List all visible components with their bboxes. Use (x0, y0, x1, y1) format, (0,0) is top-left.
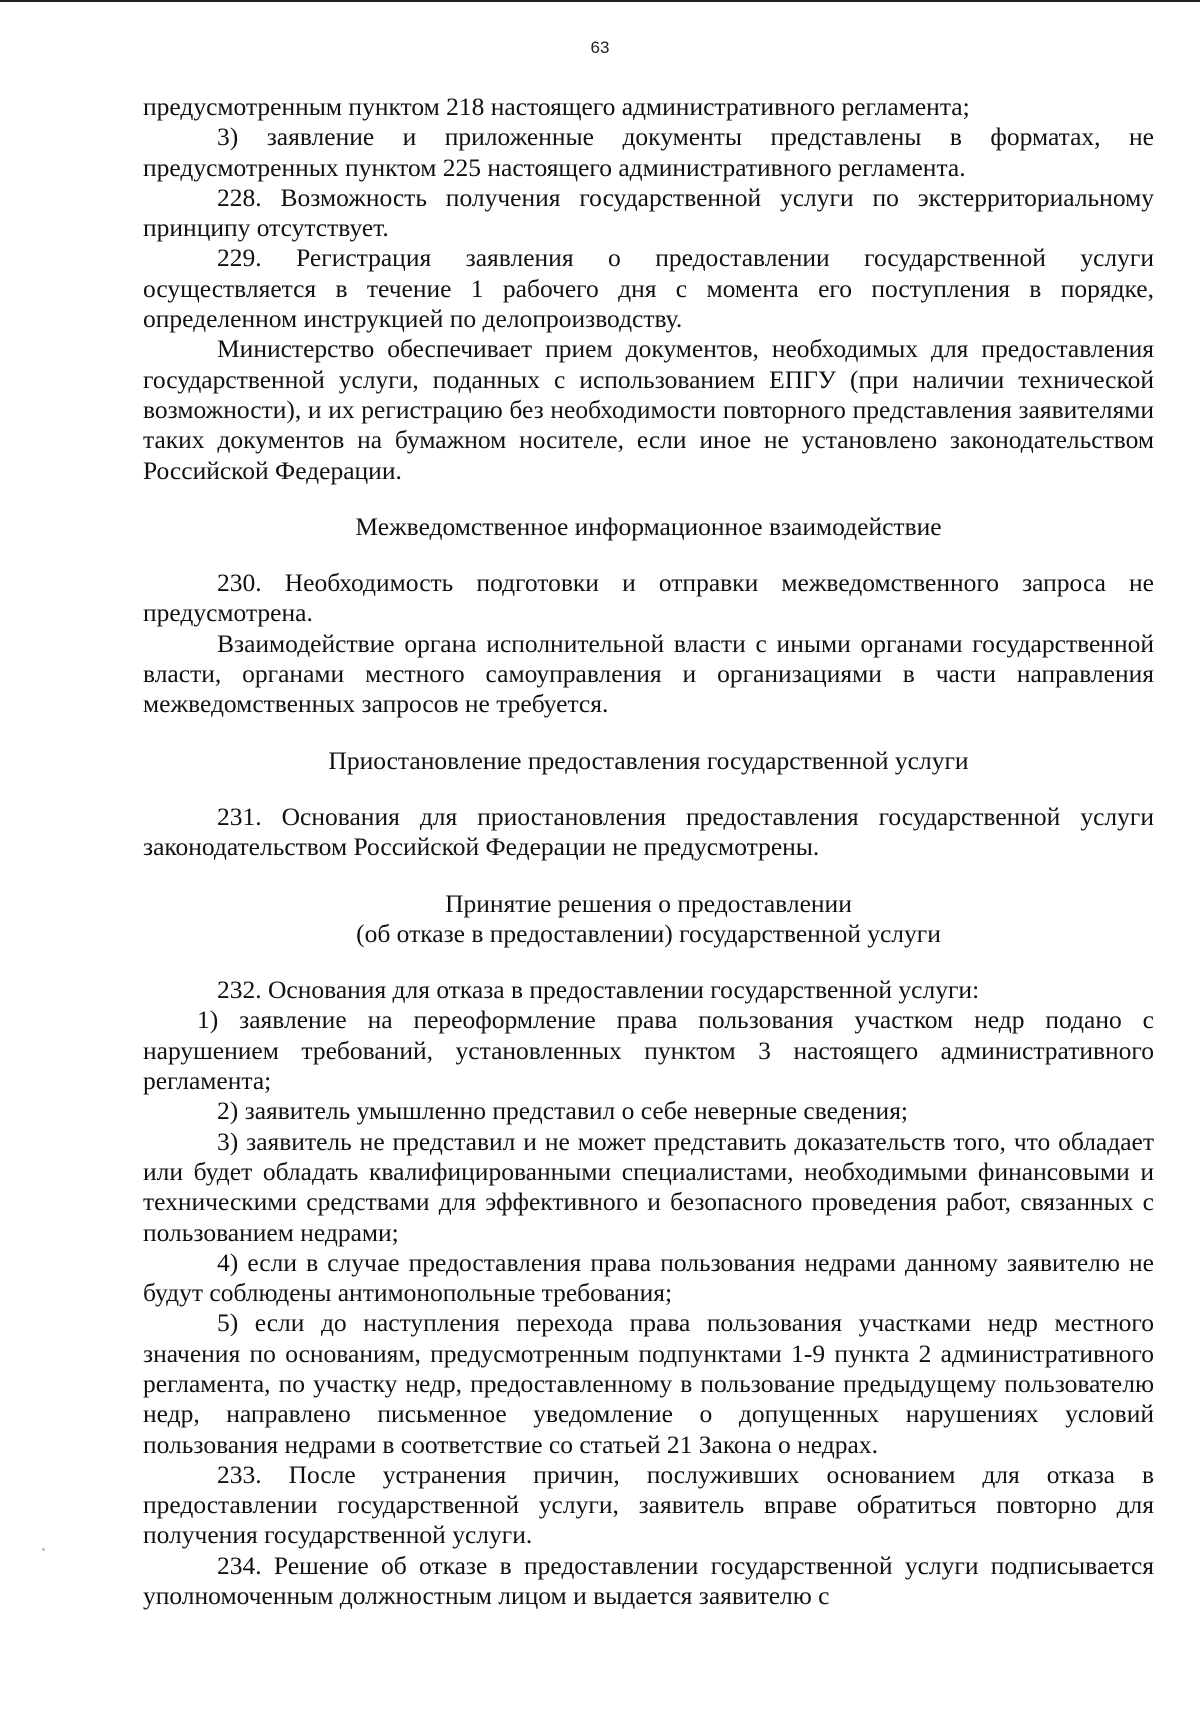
paragraph: Министерство обеспечивает прием документов, необходимых для предоставления государственной услуги, поданных с использованием ЕПГУ (при наличии технической возможности), и их регистрацию без необходимости повторного представления заявителями таких документов на бумажном носителе, если иное не установлено законодательством Российской Федерации. (143, 334, 1154, 485)
list-item: 4) если в случае предоставления права пользования недрами данному заявителю не будут соблюдены антимонопольные требования; (143, 1247, 1154, 1308)
paragraph: 229. Регистрация заявления о предоставлении государственной услуги осуществляется в течение 1 рабочего дня с момента его поступления в порядке, определенном инструкцией по делопроизводству. (143, 243, 1154, 334)
paragraph: предусмотренным пунктом 218 настоящего административного регламента; (143, 92, 970, 121)
paragraph: 230. Необходимость подготовки и отправки межведомственного запроса не предусмотрена. (143, 568, 1154, 628)
paragraph: 228. Возможность получения государственной услуги по экстерриториальному принципу отсутствует. (143, 182, 1154, 243)
list-item: 1) заявление на переоформление права пользования участком недр подано с нарушением требований, установленных пунктом 3 настоящего административного регламента; (143, 1005, 1154, 1096)
paragraph: Взаимодействие органа исполнительной власти с иными органами государственной власти, органами местного самоуправления и организациями в части направления межведомственных запросов не требуется. (143, 628, 1154, 719)
top-border-line (0, 0, 1200, 2)
list-item: 5) если до наступления перехода права пользования участками недр местного значения по основаниям, предусмотренным подпунктами 1-9 пункта 2 административного регламента, по участку недр, предоставленному в пользование предыдущему пользователю недр, направлено письменное уведомление о допущенных нарушениях условий пользования недрами в соответствие со статьей 21 Закона о недрах. (143, 1308, 1154, 1459)
paragraph: 231. Основания для приостановления предоставления государственной услуги законодательством Российской Федерации не предусмотрены. (143, 801, 1154, 862)
paragraph: 234. Решение об отказе в предоставлении государственной услуги подписывается уполномоченным должностным лицом и выдается заявителю с (143, 1550, 1154, 1611)
scan-speck (42, 1548, 45, 1551)
page-number: 63 (590, 38, 610, 57)
section-heading: Приостановление предоставления государственной услуги (328, 745, 969, 775)
section-heading-line-1: Принятие решения о предоставлении (445, 888, 852, 918)
list-item: 3) заявитель не представил и не может представить доказательств того, что обладает или будет обладать квалифицированными специалистами, необходимыми финансовыми и техническими средствами для эффективного и безопасного проведения работ, связанных с пользованием недрами; (143, 1126, 1154, 1247)
paragraph: 233. После устранения причин, послуживших основанием для отказа в предоставлении государственной услуги, заявитель вправе обратиться повторно для получения государственной услуги. (143, 1459, 1154, 1550)
document-body (143, 92, 1154, 1611)
paragraph: 232. Основания для отказа в предоставлении государственной услуги: (217, 975, 980, 1005)
section-heading: Межведомственное информационное взаимодействие (355, 511, 942, 541)
list-item: 2) заявитель умышленно представил о себе неверные сведения; (217, 1096, 909, 1126)
section-heading-line-2: (об отказе в предоставлении) государственной услуги (356, 918, 941, 948)
paragraph: 3) заявление и приложенные документы представлены в форматах, не предусмотренных пунктом 225 настоящего административного регламента. (143, 122, 1154, 182)
